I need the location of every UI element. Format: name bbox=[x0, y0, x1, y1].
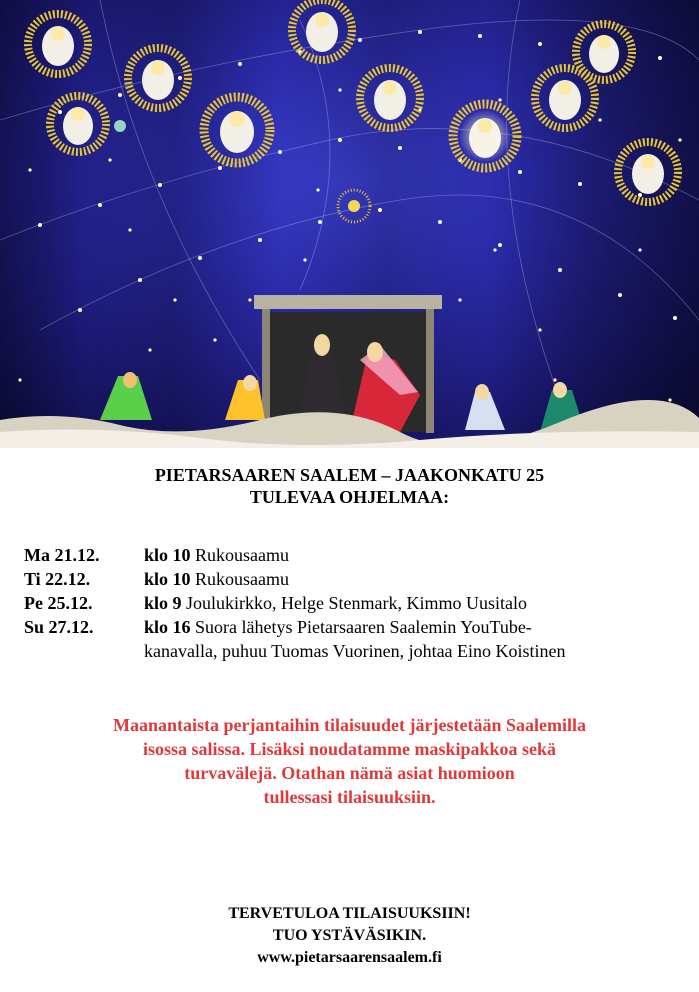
schedule-text: Suora lähetys Pietarsaaren Saalemin YouTube- bbox=[195, 617, 532, 637]
schedule-text: Rukousaamu bbox=[195, 545, 290, 565]
title-line-program: TULEVAA OHJELMAA: bbox=[249, 487, 450, 507]
schedule-time: klo 16 bbox=[144, 617, 191, 637]
schedule-day-empty bbox=[24, 639, 144, 663]
schedule-description bbox=[144, 615, 684, 639]
notice-line: turvavälejä. Otathan nämä asiat huomioon bbox=[184, 763, 515, 783]
schedule-time: klo 10 bbox=[144, 569, 191, 589]
covid-notice bbox=[0, 713, 699, 809]
nativity-illustration bbox=[0, 0, 699, 448]
schedule-row-continuation bbox=[24, 639, 684, 663]
schedule-time: klo 10 bbox=[144, 545, 191, 565]
schedule-text: Joulukirkko, Helge Stenmark, Kimmo Uusitalo bbox=[186, 593, 527, 613]
schedule-description bbox=[144, 567, 684, 591]
schedule-list bbox=[24, 543, 684, 663]
invite-line: TUO YSTÄVÄSIKIN. bbox=[272, 927, 427, 944]
schedule-row bbox=[24, 567, 684, 591]
welcome-line: TERVETULOA TILAISUUKSIIN! bbox=[228, 905, 471, 922]
nativity-scene-photo bbox=[0, 0, 699, 448]
schedule-row bbox=[24, 615, 684, 639]
stable bbox=[254, 295, 442, 433]
schedule-text: Rukousaamu bbox=[195, 569, 290, 589]
notice-line: Maanantaista perjantaihin tilaisuudet järjestetään Saalemilla bbox=[113, 715, 586, 735]
schedule-text-continued: kanavalla, puhuu Tuomas Vuorinen, johtaa Eino Koistinen bbox=[144, 641, 566, 661]
notice-line: isossa salissa. Lisäksi noudatamme maskipakkoa sekä bbox=[142, 739, 557, 759]
page-title bbox=[0, 464, 699, 508]
schedule-day: Ma 21.12. bbox=[24, 545, 100, 565]
schedule-day: Pe 25.12. bbox=[24, 593, 93, 613]
footer bbox=[0, 903, 699, 969]
website-link[interactable]: www.pietarsaarensaalem.fi bbox=[257, 949, 442, 966]
schedule-description bbox=[144, 543, 684, 567]
schedule-description bbox=[144, 591, 684, 615]
schedule-time: klo 9 bbox=[144, 593, 182, 613]
schedule-row bbox=[24, 591, 684, 615]
title-line-location: PIETARSAAREN SAALEM – JAAKONKATU 25 bbox=[154, 465, 545, 485]
schedule-day: Su 27.12. bbox=[24, 617, 94, 637]
notice-line: tullessasi tilaisuuksiin. bbox=[263, 787, 436, 807]
schedule-row bbox=[24, 543, 684, 567]
schedule-day: Ti 22.12. bbox=[24, 569, 91, 589]
